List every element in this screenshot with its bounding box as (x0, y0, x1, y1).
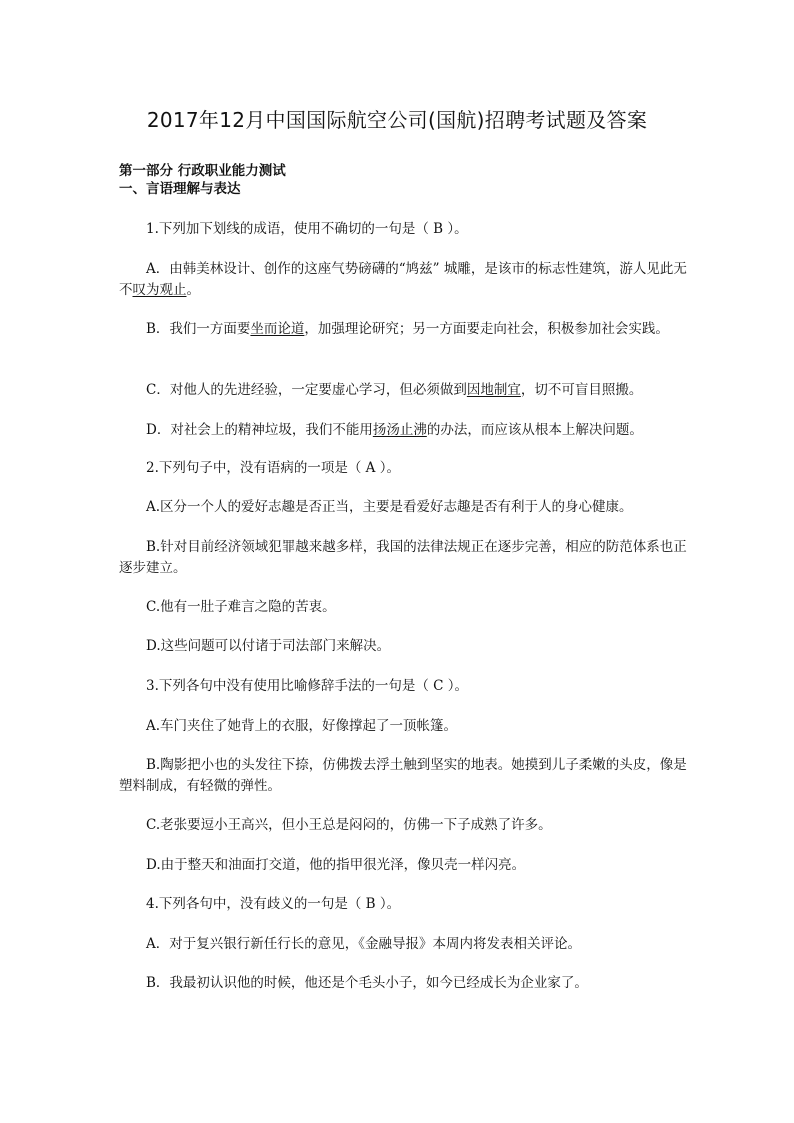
part-heading: 第一部分 行政职业能力测试 (119, 163, 286, 179)
question-1-option-c: C．对他人的先进经验，一定要虚心学习，但必须做到因地制宜，切不可盲目照搬。 (146, 382, 643, 398)
question-4-stem: 4.下列各句中，没有歧义的一句是（ B ）。 (146, 896, 401, 912)
underlined-idiom: 坐而论道 (250, 321, 305, 337)
question-2-option-d: D.这些问题可以付诸于司法部门来解决。 (146, 638, 391, 654)
section-heading: 一、言语理解与表达 (119, 181, 241, 197)
question-3-option-b: B.陶影把小也的头发往下捺，仿佛拨去浮土触到坚实的地表。她摸到儿子柔嫩的头皮，像是塑料制成，有轻微的弹性。 (119, 757, 687, 794)
question-1-option-a: A．由韩美林设计、创作的这座气势磅礴的“鸠兹” 城雕，是该市的标志性建筑，游人见此无不叹为观止。 (119, 261, 687, 298)
question-1-stem: 1.下列加下划线的成语，使用不确切的一句是（ B ）。 (146, 221, 468, 237)
underlined-idiom: 扬汤止沸 (372, 422, 427, 438)
underlined-idiom: 叹为观止 (132, 282, 187, 298)
question-3-option-a: A.车门夹住了她背上的衣服，好像撑起了一顶帐篷。 (146, 718, 458, 734)
question-3-option-c: C.老张要逗小王高兴，但小王总是闷闷的，仿佛一下子成熟了许多。 (146, 817, 552, 833)
question-2-stem: 2.下列句子中，没有语病的一项是（ A ）。 (146, 460, 400, 476)
question-1-option-b: B．我们一方面要坐而论道，加强理论研究；另一方面要走向社会，积极参加社会实践。 (146, 321, 669, 337)
page-title: 2017年12月中国国际航空公司(国航)招聘考试题及答案 (146, 108, 648, 132)
question-4-option-a: A．对于复兴银行新任行长的意见，《金融导报》本周内将发表相关评论。 (146, 936, 581, 952)
question-3-stem: 3.下列各句中没有使用比喻修辞手法的一句是（ C ）。 (146, 678, 469, 694)
question-2-option-a: A.区分一个人的爱好志趣是否正当，主要是看爱好志趣是否有利于人的身心健康。 (146, 499, 633, 515)
question-1-option-d: D．对社会上的精神垃圾，我们不能用扬汤止沸的办法，而应该从根本上解决问题。 (146, 422, 643, 438)
underlined-idiom: 因地制宜 (466, 382, 521, 398)
question-4-option-b: B．我最初认识他的时候，他还是个毛头小子，如今已经成长为企业家了。 (146, 975, 588, 991)
question-3-option-d: D.由于整天和油面打交道，他的指甲很光泽，像贝壳一样闪亮。 (146, 857, 526, 873)
question-2-option-c: C.他有一肚子难言之隐的苦衷。 (146, 599, 336, 615)
question-2-option-b: B.针对目前经济领域犯罪越来越多样，我国的法律法规正在逐步完善，相应的防范体系也正逐步建立。 (119, 539, 687, 576)
